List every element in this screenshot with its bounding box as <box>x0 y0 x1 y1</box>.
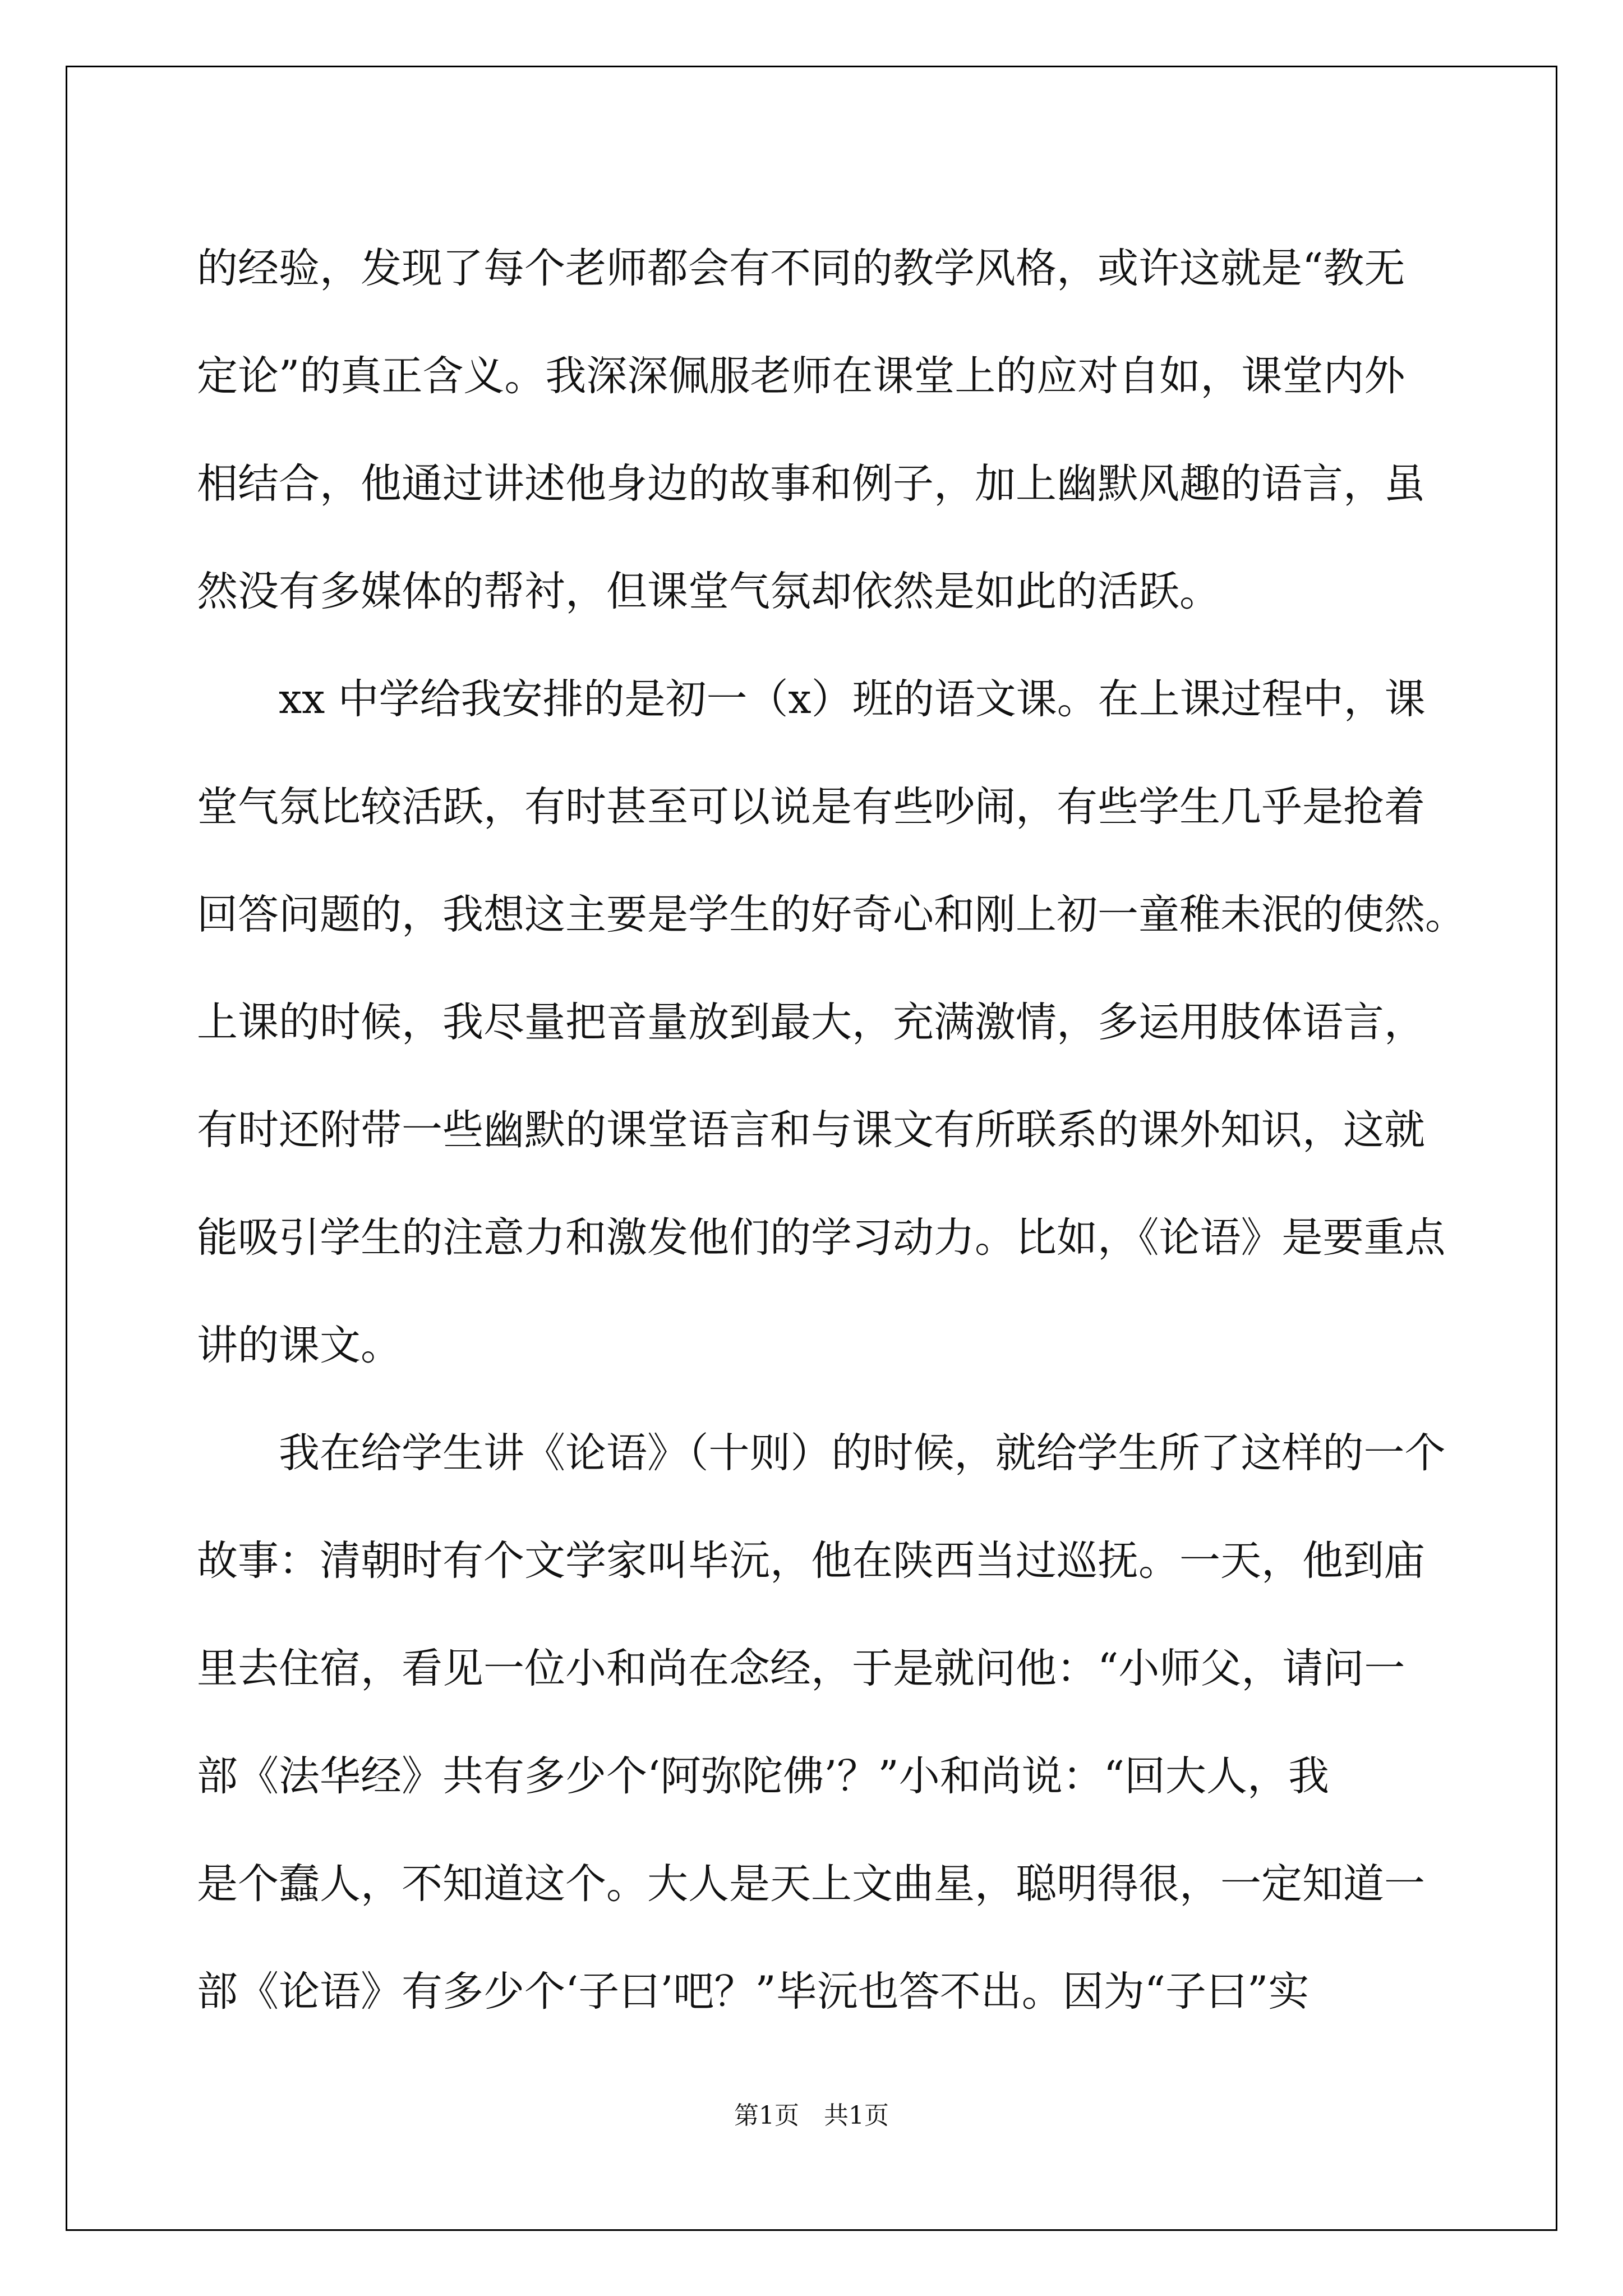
text-line: 里去住宿，看见一位小和尚在念经，于是就问他：“小师父，请问一 <box>197 1645 1405 1692</box>
text-line: 的经验，发现了每个老师都会有不同的教学风格，或许这就是“教无 <box>197 245 1405 292</box>
paragraph-3 <box>197 1400 1445 2046</box>
text-line: 是个蠢人，不知道这个。大人是天上文曲星，聪明得很，一定知道一 <box>197 1860 1425 1908</box>
text-line: 部《论语》有多少个‘子曰’吧？”毕沅也答不出。因为“子曰”实 <box>197 1968 1310 2016</box>
text-line: 故事：清朝时有个文学家叫毕沅，他在陕西当过巡抚。一天，他到庙 <box>197 1537 1425 1585</box>
text-line: 我在给学生讲《论语》（十则）的时候，就给学生所了这样的一个 <box>279 1429 1446 1477</box>
text-line: 有时还附带一些幽默的课堂语言和与课文有所联系的课外知识，这就 <box>197 1106 1425 1154</box>
text-line: 回答问题的，我想这主要是学生的好奇心和刚上初一童稚未泯的使然。 <box>197 891 1466 938</box>
text-line: xx 中学给我安排的是初一（x）班的语文课。在上课过程中，课 <box>279 675 1426 723</box>
text-line: 上课的时候，我尽量把音量放到最大，充满激情，多运用肢体语言， <box>197 999 1425 1046</box>
paragraph-1 <box>197 215 1445 646</box>
text-line: 讲的课文。 <box>197 1322 402 1369</box>
text-line: 定论”的真正含义。我深深佩服老师在课堂上的应对自如，课堂内外 <box>197 352 1405 400</box>
text-line: 堂气氛比较活跃，有时甚至可以说是有些吵闹，有些学生几乎是抢着 <box>197 783 1425 831</box>
text-line: 相结合，他通过讲述他身边的故事和例子，加上幽默风趣的语言，虽 <box>197 460 1425 508</box>
text-line: 能吸引学生的注意力和激发他们的学习动力。比如，《论语》是要重点 <box>197 1214 1446 1262</box>
text-line: 然没有多媒体的帮衬，但课堂气氛却依然是如此的活跃。 <box>197 568 1220 615</box>
text-line: 部《法华经》共有多少个‘阿弥陀佛’？”小和尚说：“回大人，我 <box>197 1752 1330 1800</box>
paragraph-2 <box>197 646 1466 1400</box>
document-body <box>197 215 1466 2046</box>
page-footer: 第1页 共1页 <box>734 2101 889 2130</box>
